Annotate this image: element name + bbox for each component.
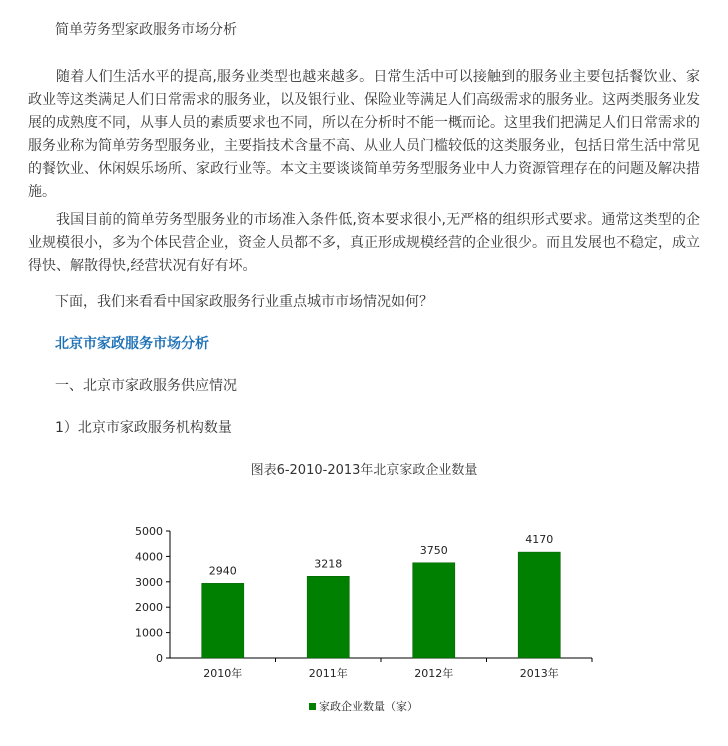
subsection-heading-supply: 一、北京市家政服务供应情况 — [55, 378, 237, 394]
y-tick-label: 2000 — [135, 601, 163, 615]
intro-question: 下面，我们来看看中国家政服务行业重点城市市场情况如何？ — [55, 294, 433, 310]
bar — [518, 552, 560, 658]
subsection-heading-agency-count: 1）北京市家政服务机构数量 — [55, 420, 232, 436]
bar-data-label: 3750 — [419, 543, 448, 557]
x-tick-label: 2012年 — [414, 667, 454, 680]
x-tick-label: 2010年 — [203, 667, 243, 680]
section-heading-beijing[interactable]: 北京市家政服务市场分析 — [55, 336, 209, 352]
bar — [202, 583, 244, 658]
bar — [307, 576, 349, 658]
legend-swatch — [309, 703, 316, 710]
bar — [413, 563, 455, 658]
y-tick-label: 3000 — [135, 575, 163, 589]
y-tick-label: 0 — [156, 652, 163, 665]
x-tick-label: 2011年 — [308, 667, 348, 680]
chart-legend — [309, 700, 418, 714]
y-tick-label: 5000 — [135, 525, 163, 538]
y-tick-label: 1000 — [135, 626, 163, 640]
article-title: 简单劳务型家政服务市场分析 — [55, 22, 237, 38]
y-axis — [135, 525, 170, 665]
bar-data-label: 2940 — [208, 564, 237, 578]
paragraph-1: 随着人们生活水平的提高,服务业类型也越来越多。日常生活中可以接触到的服务业主要包括餐饮业、家政业等这类满足人们日常需求的服务业，以及银行业、保险业等满足人们高级需求的服务业。这两类服务业发展的成熟度不同，从事人员的素质要求也不同，所以在分析时不能一概而论。这里我们把满足人们日常需求的服务业称为简单劳务型服务业，主要指技术含量不高、从业人员门槛较低的这类服务业，包括日常生活中常见的餐饮业、休闲娱乐场所、家政行业等。本文主要谈谈简单劳务型服务业中人力资源管理存在的问题及解决措施。 — [28, 69, 700, 200]
bar-data-label: 4170 — [525, 533, 554, 547]
chart-title: 图表6-2010-2013年北京家政企业数量 — [250, 463, 478, 478]
x-axis — [170, 658, 592, 680]
bar-chart — [0, 515, 728, 695]
y-tick-label: 4000 — [135, 550, 163, 564]
legend-label: 家政企业数量（家） — [319, 700, 418, 713]
bar-data-label: 3218 — [314, 557, 343, 571]
bars — [202, 533, 561, 658]
paragraph-2: 我国目前的简单劳务型服务业的市场准入条件低,资本要求很小,无严格的组织形式要求。通常这类型的企业规模很小，多为个体民营企业，资金人员都不多，真正形成规模经营的企业很少。而且发展也不稳定，成立得快、解散得快,经营状况有好有坏。 — [28, 212, 700, 274]
x-tick-label: 2013年 — [519, 667, 559, 680]
